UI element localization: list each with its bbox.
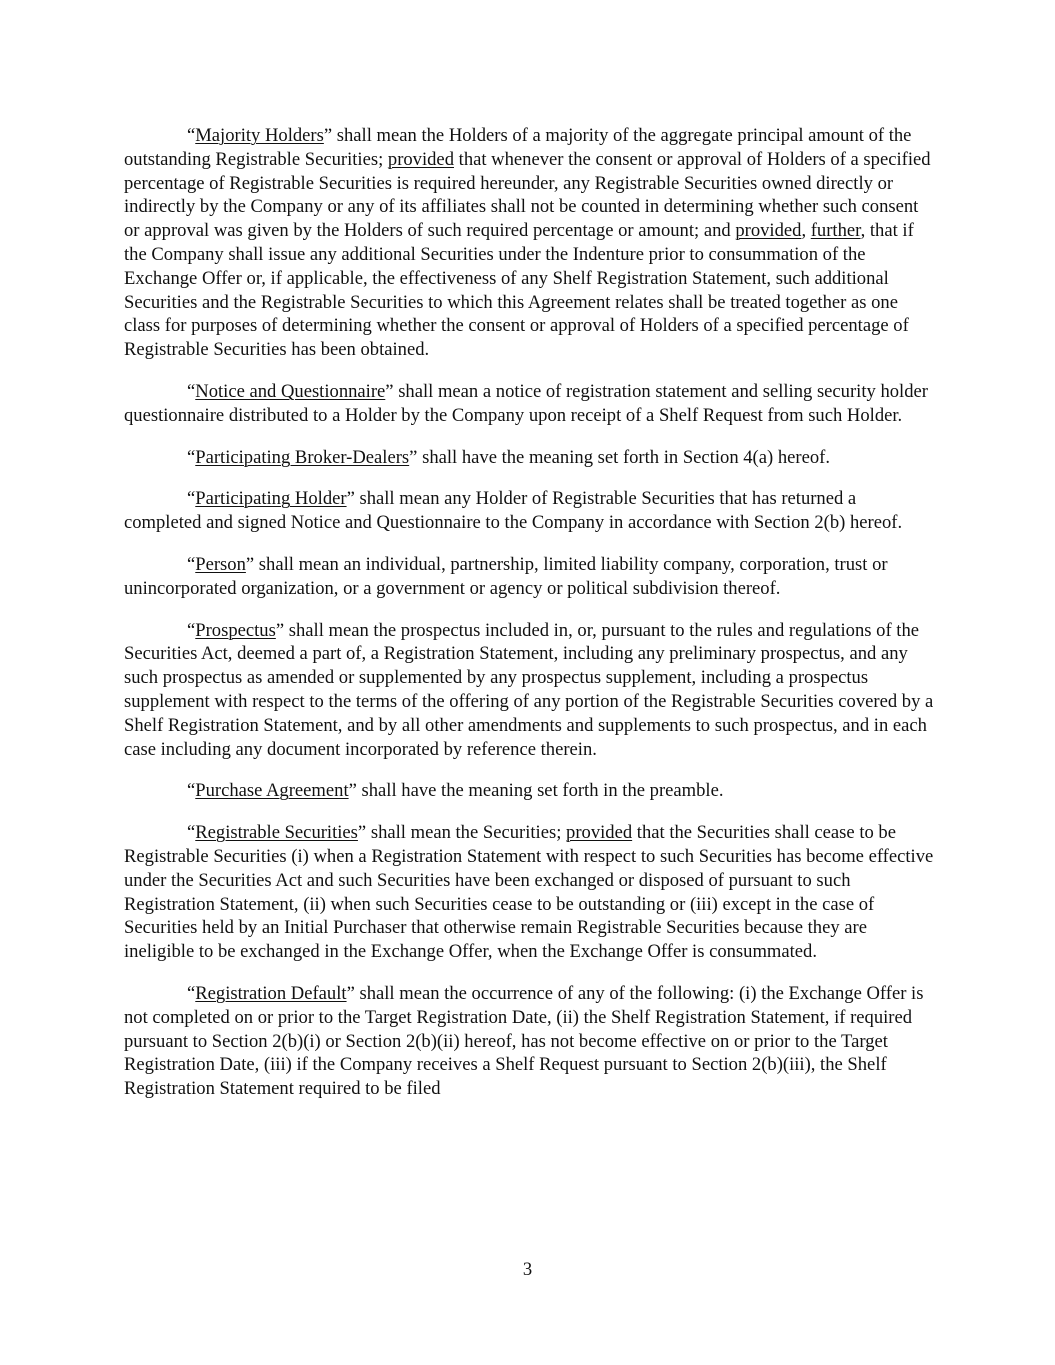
definition-text: shall have the meaning set forth in the preamble. [356,780,724,802]
definition-text: shall mean the Securities; [366,822,567,844]
definition-notice-and-questionnaire: “Notice and Questionnaire” shall mean a notice of registration statement and selling security holder questionnaire distributed to a Holder by the Company upon receipt of a Shelf Request from such Holder. [124,380,928,426]
defined-term: Notice and Questionnaire [195,380,386,402]
definition-text: shall mean the prospectus included in, or, pursuant to the rules and regulations of the Securities Act, deemed a part of, a Registration Statement, including any preliminary prospectus, and any such prospectus as amended or supplemented by any prospectus supplement, including a prospectus supplement with respect to the terms of the offering of any portion of the Registrable Securities covered by a Shelf Registration Statement, and by all other amendments and supplements to such prospectus, and in each case including any document incorporated by reference therein. [124,619,934,760]
definition-participating-holder: “Participating Holder” shall mean any Holder of Registrable Securities that has returned a completed and signed Notice and Questionnaire to the Company in accordance with Section 2(b) hereof. [124,488,903,534]
definition-text: , that if the Company shall issue any additional Securities under the Indenture prior to consummation of the Exchange Offer or, if applicable, the effectiveness of any Shelf Registration Statement, such additional Securities and the Registrable Securities to which this Agreement relates shall be treated together as one class for purposes of determining whether the consent or approval of Holders of a specified percentage of Registrable Securities has been obtained. [124,220,914,361]
definition-participating-broker-dealers: “Participating Broker-Dealers” shall have the meaning set forth in Section 4(a) hereof. [187,446,830,468]
defined-term: Prospectus [195,619,276,641]
definition-prospectus: “Prospectus” shall mean the prospectus included in, or, pursuant to the rules and regulations of the Securities Act, deemed a part of, a Registration Statement, including any preliminary prospectus, and any such prospectus as amended or supplemented by any prospectus supplement, including a prospectus supplement with respect to the terms of the offering of any portion of the Registrable Securities covered by a Shelf Registration Statement, and by all other amendments and supplements to such prospectus, and in each case including any document incorporated by reference therein. [124,619,934,760]
definition-person: “Person” shall mean an individual, partnership, limited liability company, corporation, trust or unincorporated organization, or a government or agency or political subdivision thereof. [124,553,888,599]
definition-registration-default: “Registration Default” shall mean the occurrence of any of the following: (i) the Exchange Offer is not completed on or prior to the Target Registration Date, (ii) the Shelf Registration Statement, if required pursuant to Section 2(b)(i) or Section 2(b)(ii) hereof, has not become effective on or prior to the Target Registration Date, (iii) if the Company receives a Shelf Request pursuant to Section 2(b)(iii), the Shelf Registration Statement required to be filed [124,982,924,1100]
defined-term: Participating Holder [195,488,347,510]
defined-term: Purchase Agreement [195,780,349,802]
underlined-word: provided [735,220,802,242]
definition-text: shall mean an individual, partnership, limited liability company, corporation, trust or unincorporated organization, or a government or agency or political subdivision thereof. [124,553,888,599]
definition-text: shall mean any Holder of Registrable Securities that has returned a completed and signed Notice and Questionnaire to the Company in accordance with Section 2(b) hereof. [124,488,903,534]
defined-term: Participating Broker-Dealers [195,446,410,468]
definition-text: , [801,220,811,242]
document-page [124,124,936,1119]
defined-term: Registration Default [195,982,347,1004]
definition-text: shall mean a notice of registration statement and selling security holder questionnaire distributed to a Holder by the Company upon receipt of a Shelf Request from such Holder. [124,380,928,426]
definition-text: shall mean the Holders of a majority of the aggregate principal amount of the outstanding Registrable Securities; [124,125,912,170]
definition-registrable-securities: “Registrable Securities” shall mean the Securities; provided that the Securities shall cease to be Registrable Securities (i) when a Registration Statement with respect to such Securities has become effective under the Securities Act and such Securities have been exchanged or disposed of pursuant to such Registration Statement, (ii) when such Securities cease to be outstanding or (iii) except in the case of Securities held by an Initial Purchaser that otherwise remain Registrable Securities because they are ineligible to be exchanged in the Exchange Offer, when the Exchange Offer is consummated. [124,822,934,963]
underlined-word: provided [566,822,633,844]
definition-text: shall have the meaning set forth in Section 4(a) hereof. [417,446,830,468]
page-number: 3 [522,1259,533,1280]
definition-text: shall mean the occurrence of any of the following: (i) the Exchange Offer is not completed on or prior to the Target Registration Date, (ii) the Shelf Registration Statement, if required pursuant to Section 2(b)(i) or Section 2(b)(ii) hereof, has not become effective on or prior to the Target Registration Date, (iii) if the Company receives a Shelf Request pursuant to Section 2(b)(iii), the Shelf Registration Statement required to be filed [124,982,924,1100]
definition-text: that whenever the consent or approval of Holders of a specified percentage of Registrable Securities is required hereunder, any Registrable Securities owned directly or indirectly by the Company or any of its affiliates shall not be counted in determining whether such consent or approval was given by the Holders of such required percentage or amount; and [124,148,931,242]
definition-text: that the Securities shall cease to be Registrable Securities (i) when a Registration Statement with respect to such Securities has become effective under the Securities Act and such Securities have been exchanged or disposed of pursuant to such Registration Statement, (ii) when such Securities cease to be outstanding or (iii) except in the case of Securities held by an Initial Purchaser that otherwise remain Registrable Securities because they are ineligible to be exchanged in the Exchange Offer, when the Exchange Offer is consummated. [124,822,934,963]
definition-majority-holders: “Majority Holders” shall mean the Holders of a majority of the aggregate principal amount of the outstanding Registrable Securities; provided that whenever the consent or approval of Holders of a specified percentage of Registrable Securities is required hereunder, any Registrable Securities owned directly or indirectly by the Company or any of its affiliates shall not be counted in determining whether such consent or approval was given by the Holders of such required percentage or amount; and provided, further, that if the Company shall issue any additional Securities under the Indenture prior to consummation of the Exchange Offer or, if applicable, the effectiveness of any Shelf Registration Statement, such additional Securities and the Registrable Securities to which this Agreement relates shall be treated together as one class for purposes of determining whether the consent or approval of Holders of a specified percentage of Registrable Securities has been obtained. [124,125,931,361]
underlined-word: provided [387,148,454,170]
definition-purchase-agreement: “Purchase Agreement” shall have the meaning set forth in the preamble. [187,780,724,802]
defined-term: Majority Holders [195,125,324,146]
defined-term: Registrable Securities [195,822,358,844]
defined-term: Person [195,553,246,575]
underlined-word: further [810,220,861,242]
